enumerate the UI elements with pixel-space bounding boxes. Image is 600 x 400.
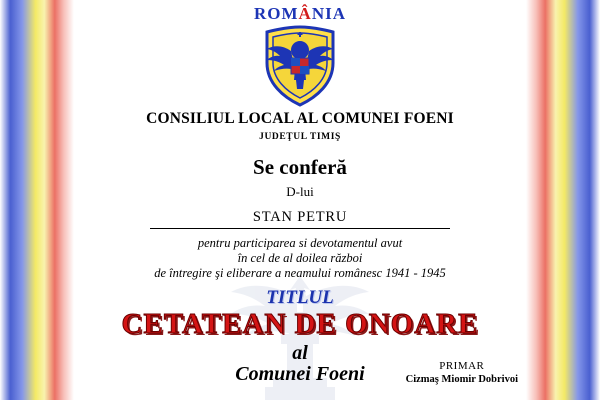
- county-subtitle: JUDEŢUL TIMIŞ: [259, 132, 341, 142]
- country-name-part1: ROM: [254, 4, 299, 23]
- council-title: CONSILIUL LOCAL AL COMUNEI FOENI: [146, 110, 454, 127]
- commune-name: Comunei Foeni: [235, 363, 365, 385]
- citation-line-1: pentru participarea si devotamentul avut: [197, 236, 403, 250]
- confers-label: Se conferă: [253, 155, 347, 179]
- title-label: TITLUL: [266, 287, 334, 308]
- citation-text: [115, 236, 485, 281]
- coat-of-arms-icon: [263, 25, 337, 107]
- citation-line-3: de întregire şi eliberare a neamului românesc 1941 - 1945: [154, 266, 446, 280]
- citation-line-2: în cel de al doilea război: [237, 251, 363, 265]
- award-title: CETATEAN DE ONOARE: [121, 308, 479, 340]
- country-name-part2: NIA: [311, 4, 346, 23]
- certificate-content: [0, 4, 600, 400]
- recipient-name: STAN PETRU: [252, 209, 348, 225]
- signature-block: [406, 360, 518, 386]
- recipient-block: [150, 209, 450, 229]
- of-label: al: [292, 342, 308, 364]
- country-name-accent: Â: [298, 4, 312, 23]
- signature-role: PRIMAR: [439, 360, 485, 372]
- country-name: [0, 4, 600, 24]
- honorific-label: D-lui: [286, 184, 314, 199]
- signature-name: Cizmaş Miomir Dobrivoi: [405, 374, 518, 385]
- recipient-underline: [150, 228, 450, 229]
